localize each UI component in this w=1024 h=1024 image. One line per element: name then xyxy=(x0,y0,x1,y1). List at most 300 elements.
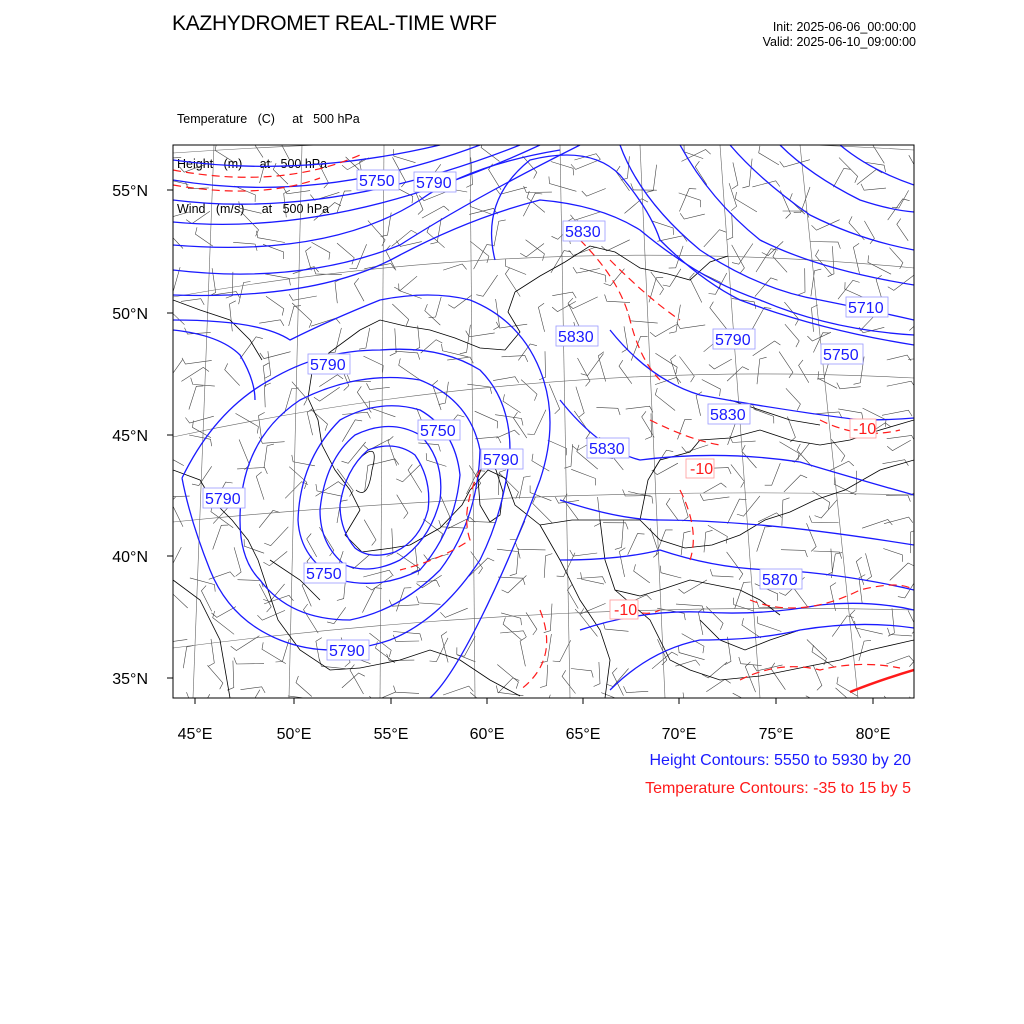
wind-barb xyxy=(785,324,799,347)
wind-barb xyxy=(189,386,203,410)
wind-barb xyxy=(625,199,649,214)
wind-barb xyxy=(765,463,781,485)
wind-barb xyxy=(833,168,850,187)
wind-barb xyxy=(916,289,942,300)
wind-barb xyxy=(782,498,790,526)
wind-barb xyxy=(234,547,241,576)
wind-barb xyxy=(185,416,213,423)
wind-barb xyxy=(726,213,732,240)
wind-barb xyxy=(369,692,396,701)
wind-barb xyxy=(476,275,497,296)
wind-barb xyxy=(417,596,441,604)
height-label xyxy=(481,449,523,469)
wind-barb xyxy=(304,604,319,633)
wind-barb xyxy=(706,607,723,630)
wind-barb xyxy=(815,500,838,518)
wind-barb xyxy=(441,632,448,663)
height-label xyxy=(760,569,802,589)
wind-barb xyxy=(393,635,419,642)
wind-barb xyxy=(475,411,498,428)
wind-barb xyxy=(652,463,678,474)
wind-barb xyxy=(916,408,925,433)
wind-barb xyxy=(619,360,632,384)
wind-barb xyxy=(811,269,821,296)
wind-barb xyxy=(914,212,938,222)
wind-barb xyxy=(663,269,681,287)
wind-barb xyxy=(263,584,284,602)
wind-barb xyxy=(629,314,658,323)
wind-barb xyxy=(732,244,753,265)
svg-text:5790: 5790 xyxy=(205,491,241,508)
wind-barb xyxy=(826,549,832,576)
wind-barb xyxy=(756,249,778,272)
svg-text:5870: 5870 xyxy=(762,572,798,589)
wind-barb xyxy=(818,371,837,388)
wind-barb xyxy=(264,527,288,546)
wind-barb xyxy=(424,554,449,560)
wind-barb xyxy=(732,162,738,189)
field-temperature: Temperature (C) at 500 hPa xyxy=(177,112,360,126)
svg-text:5790: 5790 xyxy=(483,452,519,469)
wind-barb xyxy=(201,586,211,612)
wind-barb xyxy=(810,242,840,249)
wind-barb xyxy=(910,697,923,726)
svg-text:5750: 5750 xyxy=(823,347,859,364)
height-label xyxy=(418,420,460,440)
wind-barb xyxy=(257,610,285,620)
wind-barb xyxy=(909,645,934,666)
wind-barb xyxy=(392,230,418,246)
wind-barb xyxy=(704,230,726,247)
wind-barb xyxy=(422,206,449,218)
wind-barb xyxy=(244,539,264,553)
wind-barb xyxy=(886,656,913,664)
wind-barb xyxy=(916,460,943,466)
wind-barb xyxy=(395,351,420,359)
lon-tick-label: 60°E xyxy=(469,726,505,743)
wind-barb xyxy=(314,387,340,401)
graticule xyxy=(173,140,914,698)
wind-barb xyxy=(399,358,420,379)
wind-barb xyxy=(916,363,928,383)
wind-barb xyxy=(888,274,916,290)
svg-text:5750: 5750 xyxy=(359,173,395,190)
wind-barb xyxy=(857,170,882,185)
wind-barb xyxy=(884,696,900,722)
svg-text:5710: 5710 xyxy=(848,300,884,317)
lon-tick-label: 65°E xyxy=(565,726,601,743)
wind-barb xyxy=(234,658,264,665)
wind-barb xyxy=(393,632,422,641)
wind-barb xyxy=(540,665,548,688)
wind-barb xyxy=(755,278,778,297)
wind-barb xyxy=(538,303,544,332)
wind-barb xyxy=(704,530,713,552)
wind-barb xyxy=(256,472,264,500)
wind-barb xyxy=(603,622,628,631)
wind-barb xyxy=(837,677,858,696)
wind-barb xyxy=(594,662,600,687)
wind-barb xyxy=(856,557,864,585)
wind-barb xyxy=(567,585,578,609)
wind-barb xyxy=(495,415,523,426)
wind-barb xyxy=(759,146,779,165)
wind-barb xyxy=(773,250,787,272)
height-label xyxy=(713,329,755,349)
height-label xyxy=(414,172,456,192)
wind-barb xyxy=(226,272,233,298)
wind-barb xyxy=(680,213,705,219)
wind-barb xyxy=(619,548,625,577)
map-title: KAZHYDROMET REAL-TIME WRF xyxy=(172,12,497,35)
wind-barb xyxy=(505,268,520,296)
wind-barb xyxy=(260,352,291,359)
wind-barb xyxy=(603,523,628,530)
temperature-label xyxy=(610,600,638,619)
wind-barb xyxy=(252,134,263,157)
wind-barb xyxy=(615,520,624,549)
wind-barb xyxy=(496,187,527,194)
wind-barb xyxy=(388,436,397,465)
wind-barb xyxy=(562,670,575,693)
wind-barb xyxy=(262,642,286,663)
wind-barb xyxy=(816,250,832,275)
wind-barb xyxy=(502,356,528,362)
wind-barb xyxy=(503,394,521,413)
wind-barb xyxy=(256,231,285,243)
wind-barb xyxy=(735,582,751,609)
wind-barb xyxy=(394,276,417,290)
wind-barb xyxy=(605,295,630,303)
wind-barb xyxy=(162,171,189,184)
borders xyxy=(173,246,914,698)
wind-barb xyxy=(520,244,544,257)
svg-text:-10: -10 xyxy=(690,461,714,478)
wind-barb xyxy=(466,331,495,337)
wind-barb xyxy=(671,355,679,384)
lon-axis xyxy=(178,698,891,743)
wind-barb xyxy=(264,383,270,407)
wind-barb xyxy=(753,341,781,356)
svg-text:5830: 5830 xyxy=(710,407,746,424)
lon-tick-label: 50°E xyxy=(276,726,312,743)
wind-barb xyxy=(807,640,827,666)
wind-barb xyxy=(337,500,348,523)
wind-barb xyxy=(725,637,731,665)
wind-barb xyxy=(739,657,762,666)
wind-barb xyxy=(362,588,382,613)
svg-text:5790: 5790 xyxy=(329,643,365,660)
temperature-label xyxy=(850,419,876,438)
wind-barb xyxy=(234,186,255,202)
wind-barb xyxy=(316,482,344,497)
wind-barb xyxy=(501,613,521,625)
wind-barb xyxy=(758,616,782,631)
wind-barb xyxy=(289,294,317,300)
wind-barb xyxy=(690,273,702,303)
wind-barb xyxy=(890,563,915,580)
wind-barb xyxy=(292,382,307,406)
wind-barb xyxy=(883,549,902,562)
wind-barb xyxy=(241,687,266,693)
height-label xyxy=(203,488,245,508)
wind-barb xyxy=(812,220,840,231)
wind-barb xyxy=(364,439,389,450)
wind-barb xyxy=(466,157,472,187)
wind-barb xyxy=(259,584,271,612)
wind-barb xyxy=(367,383,390,389)
wind-barb xyxy=(651,272,664,295)
wind-barb xyxy=(411,548,417,574)
height-label xyxy=(327,640,369,660)
wind-barb xyxy=(215,144,235,163)
wind-barb xyxy=(259,320,284,326)
wind-barb xyxy=(624,686,649,692)
wind-barb xyxy=(359,328,370,349)
wind-barb xyxy=(364,520,376,546)
wind-barb xyxy=(180,164,207,172)
wind-barb xyxy=(350,244,367,269)
wind-barb xyxy=(571,469,595,485)
wind-barb xyxy=(831,553,842,578)
wind-barb xyxy=(489,164,502,190)
wind-barb xyxy=(675,660,700,666)
wind-barb xyxy=(237,468,267,474)
wind-barb xyxy=(161,212,189,219)
wind-barb xyxy=(553,640,571,662)
wind-barb xyxy=(677,323,706,329)
plot-frame xyxy=(173,145,914,698)
lon-tick-label: 75°E xyxy=(758,726,794,743)
wind-barb xyxy=(363,570,393,577)
wind-barb xyxy=(581,354,604,376)
wind-barb xyxy=(230,301,236,332)
wind-barb xyxy=(288,696,311,706)
wind-barb xyxy=(396,465,420,482)
wind-barb xyxy=(440,608,467,617)
wind-barb xyxy=(596,407,620,415)
wind-barb xyxy=(650,325,677,337)
wind-barb xyxy=(626,406,653,412)
wind-barb xyxy=(551,162,574,176)
height-label xyxy=(846,297,888,317)
wind-barb xyxy=(679,189,696,212)
wind-barb xyxy=(733,693,757,713)
wind-barb xyxy=(666,498,678,521)
wind-barb xyxy=(728,499,747,523)
wind-barb xyxy=(887,381,915,387)
wind-barb xyxy=(443,264,466,270)
wind-barb xyxy=(742,618,761,638)
height-label xyxy=(357,170,399,190)
height-contours xyxy=(173,145,914,698)
wind-barb xyxy=(850,471,857,494)
wind-barb xyxy=(165,449,184,466)
lat-tick-label: 45°N xyxy=(112,428,148,445)
svg-text:5830: 5830 xyxy=(565,224,601,241)
svg-text:5750: 5750 xyxy=(420,423,456,440)
wind-barb xyxy=(784,475,807,492)
wind-barb xyxy=(239,201,262,213)
wind-barb xyxy=(552,301,576,311)
wind-barb xyxy=(780,160,810,167)
wind-barb xyxy=(838,280,860,299)
temperature-label xyxy=(686,459,714,478)
wind-barb xyxy=(186,211,210,223)
wind-barb xyxy=(335,279,341,303)
wind-barb xyxy=(571,669,593,678)
wind-barb xyxy=(493,377,519,383)
wind-barb xyxy=(285,482,308,499)
wind-barb xyxy=(213,525,229,549)
wind-barb xyxy=(433,380,442,410)
wind-barb xyxy=(578,358,591,386)
wind-barb xyxy=(839,158,858,183)
wind-barb xyxy=(342,673,365,688)
wind-barb xyxy=(703,483,726,493)
height-label xyxy=(563,221,605,241)
wind-barb xyxy=(505,259,526,274)
wind-barb xyxy=(289,306,301,326)
wind-barb xyxy=(514,412,527,438)
wind-barb xyxy=(647,165,657,193)
wind-barb xyxy=(623,490,651,497)
wind-barb xyxy=(387,528,393,556)
wind-barb xyxy=(557,553,575,577)
wind-barb xyxy=(280,136,290,160)
wind-barb xyxy=(474,245,494,270)
wind-barb xyxy=(780,442,800,461)
wind-barb xyxy=(681,693,687,721)
svg-text:5830: 5830 xyxy=(589,441,625,458)
wind-barb xyxy=(397,495,408,519)
lat-tick-label: 40°N xyxy=(112,549,148,566)
temperature-contours-note: Temperature Contours: -35 to 15 by 5 xyxy=(645,780,911,797)
svg-text:5830: 5830 xyxy=(558,329,594,346)
wind-barb xyxy=(908,611,917,634)
wind-barb xyxy=(496,430,519,438)
wind-barb xyxy=(679,580,708,594)
height-labels xyxy=(203,170,888,660)
wind-barb xyxy=(284,188,311,194)
wind-barb xyxy=(500,631,526,637)
wind-barb xyxy=(853,243,859,273)
wind-barb xyxy=(855,621,883,634)
height-label xyxy=(308,354,350,374)
lon-tick-label: 70°E xyxy=(661,726,697,743)
svg-text:5790: 5790 xyxy=(416,175,452,192)
wind-barb xyxy=(682,497,688,521)
wind-barb xyxy=(813,551,841,559)
wind-barb xyxy=(533,497,553,523)
wind-barb xyxy=(548,440,567,455)
wind-barb xyxy=(887,355,911,361)
wind-barb xyxy=(799,268,806,295)
wind-barb xyxy=(582,189,606,197)
wind-barb xyxy=(669,305,680,334)
lat-tick-label: 50°N xyxy=(112,306,148,323)
wind-barb xyxy=(601,693,620,707)
wind-barb xyxy=(182,358,212,364)
wind-barb xyxy=(882,410,912,416)
wind-barb xyxy=(494,220,506,246)
wind-barb xyxy=(394,686,420,694)
wind-barb xyxy=(645,413,651,439)
wind-barb xyxy=(503,618,522,641)
height-label xyxy=(556,326,598,346)
wind-barb xyxy=(850,610,860,638)
wind-barb xyxy=(758,513,782,522)
wind-barb xyxy=(549,177,577,192)
wind-barb xyxy=(328,328,341,353)
wind-barb xyxy=(870,135,884,163)
wind-barb xyxy=(284,190,290,217)
wind-barb xyxy=(549,384,559,414)
wind-barb xyxy=(702,380,721,397)
wind-barb xyxy=(602,240,630,251)
wind-barb xyxy=(892,190,909,208)
wind-barb xyxy=(861,184,886,190)
wind-barb xyxy=(296,676,312,697)
wind-barb xyxy=(154,153,181,159)
wind-barb xyxy=(497,665,518,689)
wind-barb xyxy=(519,476,530,499)
wind-barb xyxy=(430,638,449,662)
wind-barb xyxy=(191,378,215,386)
lat-tick-label: 55°N xyxy=(112,183,148,200)
height-label xyxy=(821,344,863,364)
wind-barb xyxy=(807,523,817,551)
wind-barb xyxy=(544,554,552,578)
wind-barb xyxy=(888,628,913,636)
wind-barb xyxy=(526,612,537,635)
wind-barb xyxy=(830,583,836,611)
wind-barb xyxy=(710,569,733,577)
wind-barb xyxy=(710,302,727,330)
wind-barb xyxy=(183,645,193,668)
field-height: Height (m) at 500 hPa xyxy=(177,157,328,171)
wind-barb xyxy=(732,298,756,308)
wind-barb xyxy=(552,292,576,298)
wind-barb xyxy=(887,440,911,450)
wind-barb xyxy=(523,193,542,216)
wind-barb xyxy=(316,484,343,496)
height-label xyxy=(304,563,346,583)
wind-barb xyxy=(571,159,601,169)
wind-barb xyxy=(527,410,546,435)
wind-barb xyxy=(520,637,526,666)
wind-barb xyxy=(320,659,346,668)
wind-barb xyxy=(210,268,216,296)
wind-barb xyxy=(306,247,312,271)
wind-barb xyxy=(225,363,240,385)
wind-barb xyxy=(709,359,732,369)
wind-barb xyxy=(238,580,264,587)
wind-barb xyxy=(429,297,442,318)
wind-barb xyxy=(314,203,341,221)
svg-text:5750: 5750 xyxy=(306,566,342,583)
lat-axis xyxy=(112,183,173,688)
wind-barb xyxy=(845,282,865,298)
wind-barb xyxy=(163,636,187,642)
init-time: Init: 2025-06-06_00:00:00 xyxy=(772,20,916,34)
svg-text:-10: -10 xyxy=(614,602,638,619)
height-label xyxy=(708,404,750,424)
wind-barb xyxy=(419,192,445,201)
wind-barb xyxy=(653,450,673,471)
wind-barb xyxy=(392,304,408,326)
wind-barb xyxy=(354,278,364,301)
